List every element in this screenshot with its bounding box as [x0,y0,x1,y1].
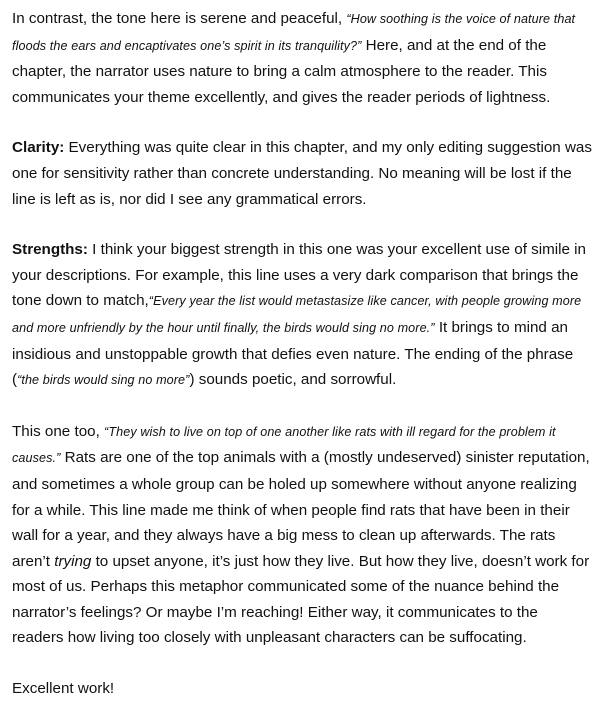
paragraph-strengths [12,237,592,394]
paragraph-clarity [12,135,592,212]
quote-nature: “How soothing is the voice of nature that floods the ears and encaptivates one’s spirit in its tranquility?” [12,12,576,53]
paragraph-text: Here, and at the end of the chapter, the narrator uses nature to bring a calm atmosphere to the reader. This communicates your theme excellently, and gives the reader periods of lightness. [12,36,551,106]
quote-rats: “They wish to live on top of one another like rats with ill regard for the problem it causes.” [12,424,556,466]
paragraph-tone [12,6,592,110]
paragraph-text: It brings to mind an insidious and unstoppable growth that defies even nature. The ending of the phrase ( [12,318,574,389]
paragraph-text: In contrast, the tone here is serene and peaceful, [12,10,347,27]
closing-line [12,676,592,702]
strengths-label: Strengths: [12,241,88,259]
paragraph-text: ) sounds poetic, and sorrowful. [189,371,397,389]
paragraph-text: Rats are one of the top animals with a (mostly undeserved) sinister reputation, and sometimes a whole group can be holed up somewhere without anyone realizing for a while. This line made me think of when people find rats that have been in their wall for a year, and they always have a big mess to clean up afterwards. The rats aren’t [12,449,590,570]
emphasis-trying: trying [54,552,92,570]
paragraph-text: Everything was quite clear in this chapter, and my only editing suggestion was one for sensitivity rather than concrete understanding. No meaning will be lost if the line is left as is, nor did I see any grammatical errors. [12,139,592,208]
paragraph-text: to upset anyone, it’s just how they live. But how they live, doesn’t work for most of us. Perhaps this metaphor communicated some of the nuance behind the narrator’s feelings? Or maybe I’m reaching! Either way, it communicates to the readers how living too closely with unpleasant characters can be suffocating. [12,552,590,647]
quote-birds: “the birds would sing no more” [17,373,190,388]
paragraph-text: I think your biggest strength in this one was your excellent use of simile in your descriptions. For example, this line uses a very dark comparison that brings the tone down to match, [12,241,587,310]
paragraph-rats [12,419,592,651]
quote-metastasize: “Every year the list would metastasize like cancer, with people growing more and more unfriendly by the hour until finally, the birds would sing no more.” [12,294,582,335]
closing-text: Excellent work! [12,680,115,698]
clarity-label: Clarity: [12,139,65,157]
paragraph-text: This one too, [12,422,105,440]
